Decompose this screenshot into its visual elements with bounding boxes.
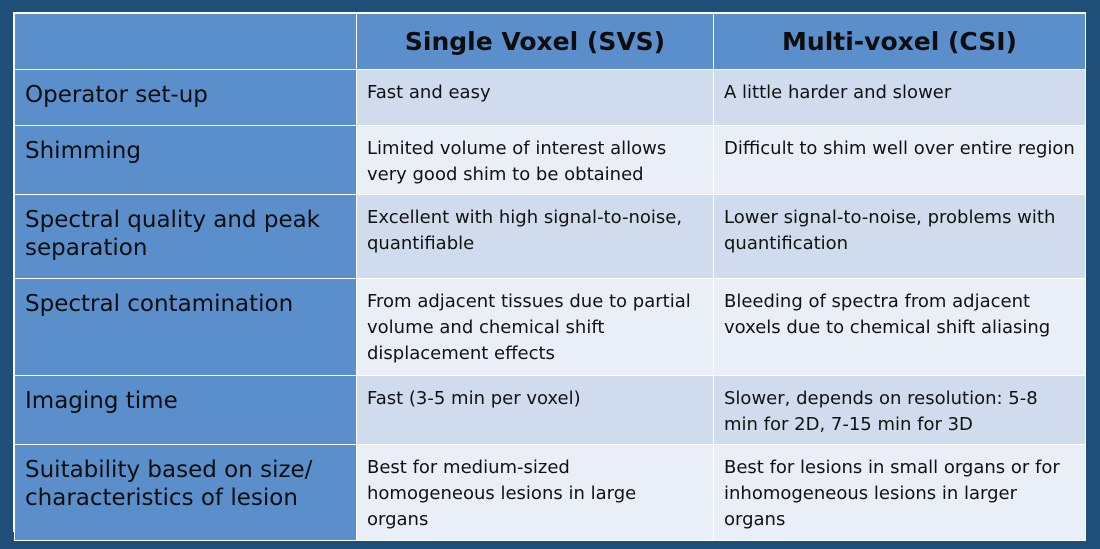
table-row [15, 70, 1086, 126]
header-row [15, 14, 1086, 70]
svs-cell: From adjacent tissues due to partial volume and chemical shift displacement effects [357, 279, 714, 376]
csi-cell: Best for lesions in small organs or for inhomogeneous lesions in larger organs [714, 445, 1086, 541]
csi-cell: Lower signal-to-noise, problems with quantification [714, 195, 1086, 279]
csi-cell: Difficult to shim well over entire region [714, 126, 1086, 195]
table-row [15, 195, 1086, 279]
svs-cell: Excellent with high signal-to-noise, quantifiable [357, 195, 714, 279]
table-row [15, 376, 1086, 445]
row-label: Operator set-up [15, 70, 357, 126]
row-label: Spectral quality and peak separation [15, 195, 357, 279]
header-single-voxel: Single Voxel (SVS) [357, 14, 714, 70]
table-row [15, 279, 1086, 376]
svs-cell: Fast (3-5 min per voxel) [357, 376, 714, 445]
row-label: Shimming [15, 126, 357, 195]
table-row [15, 126, 1086, 195]
header-multi-voxel: Multi-voxel (CSI) [714, 14, 1086, 70]
csi-cell: Slower, depends on resolution: 5-8 min for 2D, 7-15 min for 3D [714, 376, 1086, 445]
table-row [15, 445, 1086, 541]
csi-cell: A little harder and slower [714, 70, 1086, 126]
row-label: Suitability based on size/ characteristics of lesion [15, 445, 357, 541]
svs-cell: Limited volume of interest allows very good shim to be obtained [357, 126, 714, 195]
header-corner-cell [15, 14, 357, 70]
row-label: Spectral contamination [15, 279, 357, 376]
comparison-table [14, 13, 1086, 541]
row-label: Imaging time [15, 376, 357, 445]
svs-cell: Best for medium-sized homogeneous lesions in large organs [357, 445, 714, 541]
csi-cell: Bleeding of spectra from adjacent voxels due to chemical shift aliasing [714, 279, 1086, 376]
svs-cell: Fast and easy [357, 70, 714, 126]
